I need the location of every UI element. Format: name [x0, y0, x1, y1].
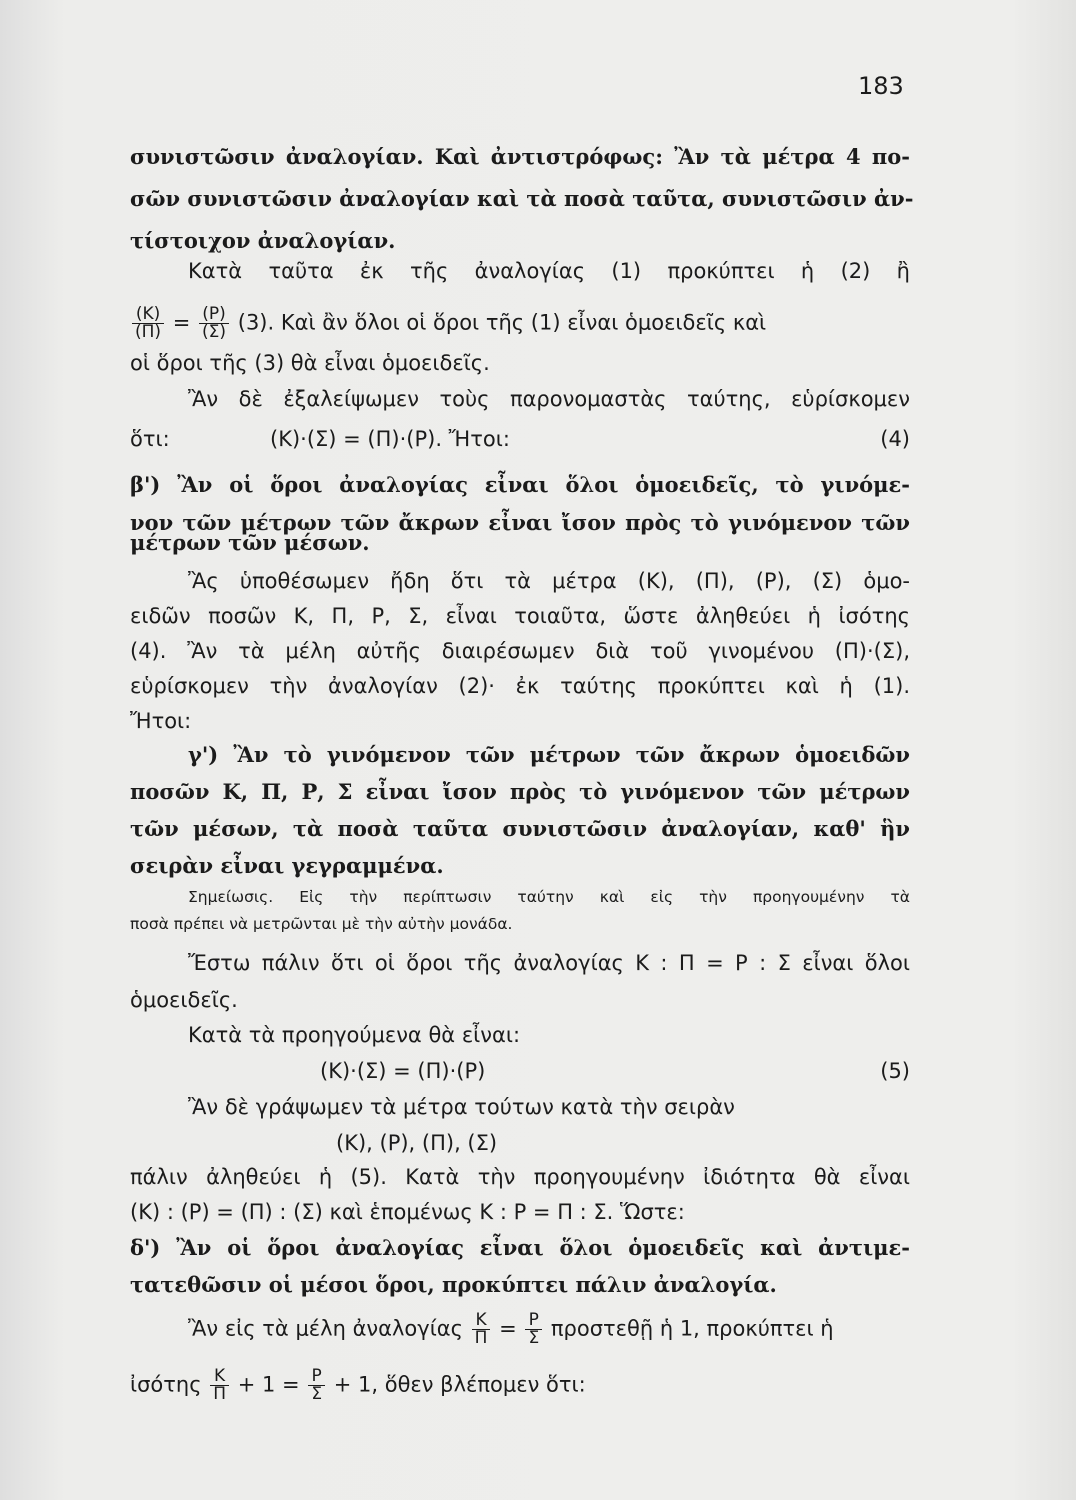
text-line: σειρὰν εἶναι γεγραμμένα. — [130, 853, 444, 878]
text-line: β') Ἂν οἱ ὅροι ἀναλογίας εἶναι ὅλοι ὁμοειδεῖς, τὸ γινόμε- — [130, 472, 910, 497]
equation: (Κ), (Ρ), (Π), (Σ) — [336, 1131, 498, 1155]
denominator: Π — [474, 1328, 488, 1348]
denominator: Σ — [528, 1328, 540, 1348]
text-line: νον τῶν μέτρων τῶν ἄκρων εἶναι ἴσον πρὸς τὸ γινόμενον τῶν — [130, 510, 910, 535]
text-line: πάλιν ἀληθεύει ἡ (5). Κατὰ τὴν προηγουμένην ἰδιότητα θὰ εἶναι — [130, 1165, 910, 1189]
fraction — [199, 306, 229, 341]
fraction-line — [188, 1312, 910, 1347]
text-line: γ') Ἂν τὸ γινόμενον τῶν μέτρων τῶν ἄκρων ὁμοειδῶν — [188, 742, 910, 767]
denominator: Π — [213, 1384, 227, 1404]
text-line: ειδῶν ποσῶν Κ, Π, Ρ, Σ, εἶναι τοιαῦτα, ὥστε ἀληθεύει ἡ ἰσότης — [130, 604, 910, 628]
fraction — [525, 1312, 542, 1347]
note-line: ποσὰ πρέπει νὰ μετρῶνται μὲ τὴν αὐτὴν μονάδα. — [130, 915, 513, 933]
numerator: Ρ — [525, 1312, 542, 1330]
text-line: (Κ) : (Ρ) = (Π) : (Σ) καὶ ἑπομένως Κ : Ρ = Π : Σ. Ὥστε: — [130, 1200, 685, 1224]
text-run: προστεθῇ ἡ 1, προκύπτει ἡ — [550, 1316, 834, 1341]
numerator: Κ — [472, 1312, 491, 1330]
text-line: εὑρίσκομεν τὴν ἀναλογίαν (2)· ἐκ ταύτης προκύπτει καὶ ἡ (1). — [130, 674, 910, 698]
text-line: τατεθῶσιν οἱ μέσοι ὅροι, προκύπτει πάλιν ἀναλογία. — [130, 1272, 777, 1297]
text-run: (3). Καὶ ἂν ὅλοι οἱ ὅροι τῆς (1) εἶναι ὁμοειδεῖς καὶ — [237, 310, 767, 335]
equation-number: (4) — [880, 427, 910, 451]
equation: (Κ)·(Σ) = (Π)·(Ρ) — [320, 1059, 486, 1083]
fraction-line — [130, 306, 910, 341]
text-run: + 1, ὅθεν βλέπομεν ὅτι: — [333, 1372, 586, 1397]
text-line: σῶν συνιστῶσιν ἀναλογίαν καὶ τὰ ποσὰ ταῦτα, συνιστῶσιν ἀν- — [130, 186, 914, 211]
fraction — [472, 1312, 491, 1347]
equation: (Κ)·(Σ) = (Π)·(Ρ). Ἤτοι: — [270, 427, 510, 451]
text-line: μέτρων τῶν μέσων. — [130, 530, 370, 555]
text-line: Ἂν δὲ ἐξαλείψωμεν τοὺς παρονομαστὰς ταύτης, εὑρίσκομεν — [188, 387, 910, 411]
fraction — [132, 306, 164, 341]
text-line: Ἤτοι: — [130, 709, 192, 733]
text-line: συνιστῶσιν ἀναλογίαν. Καὶ ἀντιστρόφως: Ἂν τὰ μέτρα 4 πο- — [130, 144, 910, 169]
text-line: (4). Ἂν τὰ μέλη αὐτῆς διαιρέσωμεν διὰ τοῦ γινομένου (Π)·(Σ), — [130, 639, 910, 663]
text-run: ἰσότης — [130, 1372, 202, 1397]
text-line: τίστοιχον ἀναλογίαν. — [130, 228, 396, 253]
text-line: Ἂς ὑποθέσωμεν ἤδη ὅτι τὰ μέτρα (Κ), (Π), (Ρ), (Σ) ὁμο- — [188, 569, 910, 593]
text-run: + 1 = — [237, 1372, 300, 1397]
numerator: (Κ) — [132, 306, 164, 324]
numerator: (Ρ) — [199, 306, 229, 324]
text-line: δ') Ἂν οἱ ὅροι ἀναλογίας εἶναι ὅλοι ὁμοειδεῖς καὶ ἀντιμε- — [130, 1235, 910, 1260]
equals-sign: = — [172, 310, 191, 335]
fraction — [308, 1368, 325, 1403]
fraction-line — [130, 1368, 910, 1403]
fraction — [210, 1368, 229, 1403]
text-line: ποσῶν Κ, Π, Ρ, Σ εἶναι ἴσον πρὸς τὸ γινόμενον τῶν μέτρων — [130, 779, 910, 804]
text-line: τῶν μέσων, τὰ ποσὰ ταῦτα συνιστῶσιν ἀναλογίαν, καθ' ἣν — [130, 816, 910, 841]
text-line: ὁμοειδεῖς. — [130, 988, 238, 1012]
numerator: Ρ — [308, 1368, 325, 1386]
equation-number: (5) — [880, 1059, 910, 1083]
text-line: Κατὰ ταῦτα ἐκ τῆς ἀναλογίας (1) προκύπτει ἡ (2) ἢ — [188, 259, 910, 283]
text-line: οἱ ὅροι τῆς (3) θὰ εἶναι ὁμοειδεῖς. — [130, 351, 490, 375]
text-line: Ἂν δὲ γράψωμεν τὰ μέτρα τούτων κατὰ τὴν σειρὰν — [188, 1095, 735, 1119]
text-run: Ἂν εἰς τὰ μέλη ἀναλογίας — [188, 1316, 463, 1341]
numerator: Κ — [210, 1368, 229, 1386]
denominator: Σ — [311, 1384, 323, 1404]
page-number: 183 — [858, 72, 904, 100]
text-line: Ἔστω πάλιν ὅτι οἱ ὅροι τῆς ἀναλογίας Κ : Π = Ρ : Σ εἶναι ὅλοι — [188, 951, 910, 975]
text-run: ὅτι: — [130, 427, 170, 451]
equals-sign: = — [499, 1316, 517, 1341]
denominator: (Σ) — [202, 322, 227, 342]
note-line: Σημείωσις. Εἰς τὴν περίπτωσιν ταύτην καὶ εἰς τὴν προηγουμένην τὰ — [188, 888, 910, 906]
text-line: Κατὰ τὰ προηγούμενα θὰ εἶναι: — [188, 1023, 521, 1047]
denominator: (Π) — [135, 322, 162, 342]
